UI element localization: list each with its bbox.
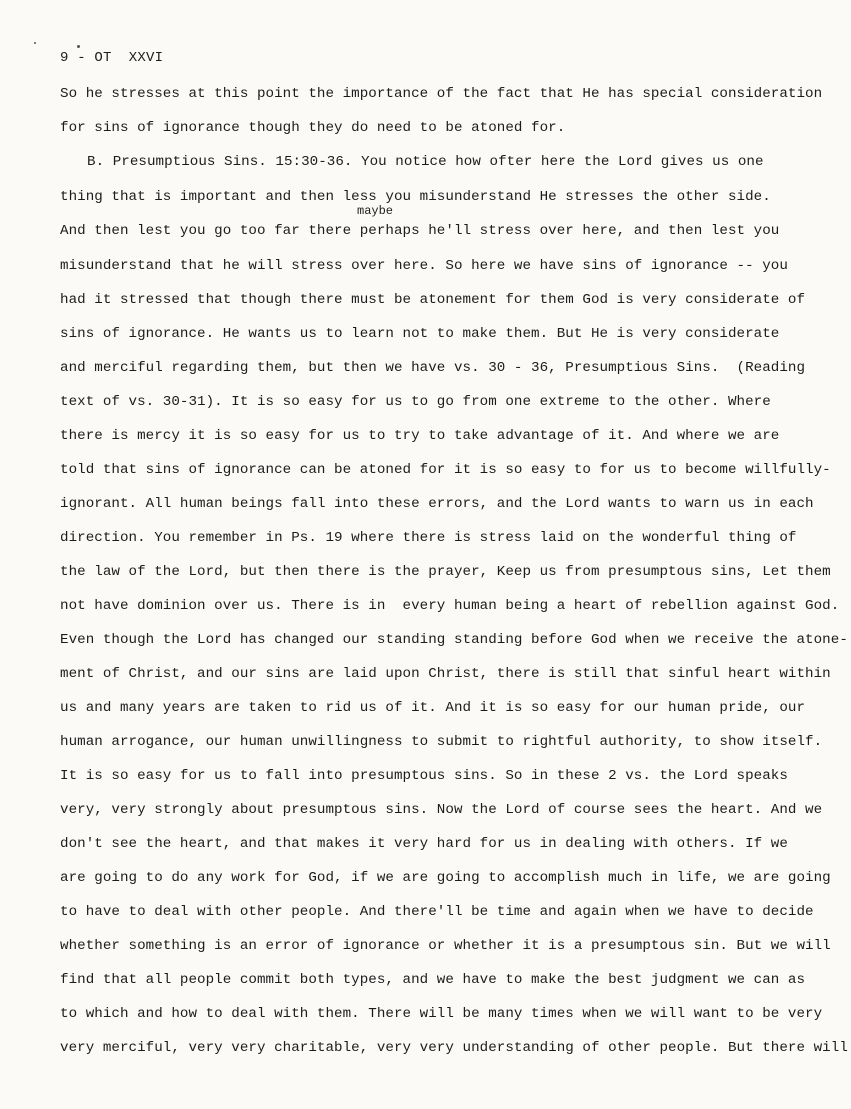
text-line: very merciful, very very charitable, very very understanding of other people. But there will xyxy=(60,1040,848,1056)
text-line: had it stressed that though there must be atonement for them God is very considerate of xyxy=(60,292,806,308)
text-line: whether something is an error of ignorance or whether it is a presumptous sin. But we will xyxy=(60,938,831,954)
text-line: text of vs. 30-31). It is so easy for us to go from one extreme to the other. Where xyxy=(60,394,771,410)
ink-speck xyxy=(34,42,36,44)
text-line: don't see the heart, and that makes it very hard for us in dealing with others. If we xyxy=(60,836,788,852)
text-line: us and many years are taken to rid us of it. And it is so easy for our human pride, our xyxy=(60,700,806,716)
text-line: So he stresses at this point the importance of the fact that He has special consideration xyxy=(60,86,823,102)
text-line: ignorant. All human beings fall into these errors, and the Lord wants to warn us in each xyxy=(60,496,814,512)
text-line: misunderstand that he will stress over here. So here we have sins of ignorance -- you xyxy=(60,258,788,274)
text-line: It is so easy for us to fall into presumptous sins. So in these 2 vs. the Lord speaks xyxy=(60,768,788,784)
text-line: to have to deal with other people. And there'll be time and again when we have to decide xyxy=(60,904,814,920)
text-line: very, very strongly about presumptous sins. Now the Lord of course sees the heart. And we xyxy=(60,802,823,818)
interlinear-note: maybe xyxy=(357,204,394,218)
text-line: the law of the Lord, but then there is the prayer, Keep us from presumptous sins, Let them xyxy=(60,564,831,580)
text-line: And then lest you go too far there perhaps he'll stress over here, and then lest you xyxy=(60,223,780,239)
text-line: thing that is important and then less you misunderstand He stresses the other side. xyxy=(60,189,771,205)
page-header: 9 - OT XXVI xyxy=(60,50,164,66)
text-line: are going to do any work for God, if we are going to accomplish much in life, we are going xyxy=(60,870,831,886)
text-line: find that all people commit both types, and we have to make the best judgment we can as xyxy=(60,972,806,988)
text-line: to which and how to deal with them. There will be many times when we will want to be very xyxy=(60,1006,823,1022)
text-line: there is mercy it is so easy for us to try to take advantage of it. And where we are xyxy=(60,428,780,444)
text-line: Even though the Lord has changed our standing standing before God when we receive the atone- xyxy=(60,632,848,648)
ink-speck xyxy=(77,45,80,48)
text-line: ment of Christ, and our sins are laid upon Christ, there is still that sinful heart within xyxy=(60,666,831,682)
text-line: direction. You remember in Ps. 19 where there is stress laid on the wonderful thing of xyxy=(60,530,797,546)
section-heading-line: B. Presumptious Sins. 15:30-36. You notice how ofter here the Lord gives us one xyxy=(87,154,764,170)
text-line: for sins of ignorance though they do need to be atoned for. xyxy=(60,120,566,136)
text-line: not have dominion over us. There is in every human being a heart of rebellion against God. xyxy=(60,598,840,614)
text-line: sins of ignorance. He wants us to learn not to make them. But He is very considerate xyxy=(60,326,780,342)
text-line: human arrogance, our human unwillingness to submit to rightful authority, to show itself. xyxy=(60,734,823,750)
text-line: told that sins of ignorance can be atoned for it is so easy to for us to become willfully- xyxy=(60,462,831,478)
text-line: and merciful regarding them, but then we have vs. 30 - 36, Presumptious Sins. (Reading xyxy=(60,360,806,376)
